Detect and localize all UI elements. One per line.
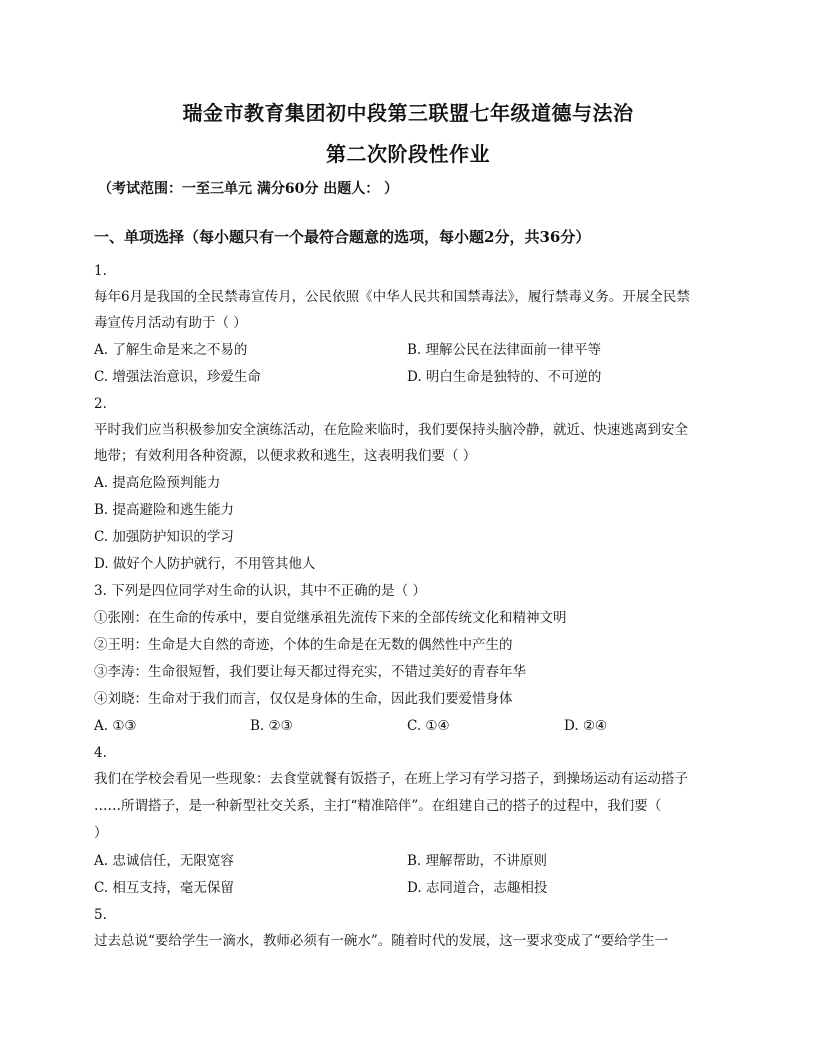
q1-number: 1. xyxy=(94,263,107,279)
q2-option-a: A. 提高危险预判能力 xyxy=(94,475,221,491)
q1-option-d: D. 明白生命是独特的、不可逆的 xyxy=(407,369,602,385)
q3-stem: 3. 下列是四位同学对生命的认识，其中不正确的是（ ） xyxy=(94,583,426,599)
q2-option-c: C. 加强防护知识的学习 xyxy=(94,529,234,545)
q1-option-b: B. 理解公民在法律面前一律平等 xyxy=(407,342,602,358)
q4-stem-line1: 我们在学校会看见一些现象：去食堂就餐有饭搭子，在班上学习有学习搭子，到操场运动有运动搭子 xyxy=(94,771,688,787)
q1-options-row2 xyxy=(94,368,734,386)
q1-stem-line1: 每年6月是我国的全民禁毒宣传月，公民依照《中华人民共和国禁毒法》，履行禁毒义务。开展全民禁 xyxy=(94,289,690,305)
exam-subtitle: 第二次阶段性作业 xyxy=(326,142,490,166)
q3-statement-1: ①张刚：在生命的传承中，要自觉继承祖先流传下来的全部传统文化和精神文明 xyxy=(94,610,567,626)
q3-statement-4: ④刘晓：生命对于我们而言，仅仅是身体的生命，因此我们要爱惜身体 xyxy=(94,691,513,707)
exam-scope: （考试范围：一至三单元 满分60分 出题人： ） xyxy=(98,181,399,197)
q4-number: 4. xyxy=(94,745,107,761)
q4-option-d: D. 志同道合，志趣相投 xyxy=(407,880,548,896)
q1-options-row1 xyxy=(94,341,734,359)
q1-stem-line2: 毒宣传月活动有助于（ ） xyxy=(94,315,247,331)
q3-option-d: D. ②④ xyxy=(564,718,608,734)
q2-option-b: B. 提高避险和逃生能力 xyxy=(94,502,235,518)
q4-stem-line3: ） xyxy=(94,825,108,841)
exam-title: 瑞金市教育集团初中段第三联盟七年级道德与法治 xyxy=(182,101,634,125)
q3-option-b: B. ②③ xyxy=(250,718,293,734)
q5-stem-line1: 过去总说“要给学生一滴水，教师必须有一碗水”。随着时代的发展，这一要求变成了“要给学生一 xyxy=(94,933,669,949)
q3-statement-3: ③李涛：生命很短暂，我们要让每天都过得充实，不错过美好的青春年华 xyxy=(94,664,526,680)
q2-stem-line2: 地带；有效利用各种资源，以便求救和逃生，这表明我们要（ ） xyxy=(94,448,477,464)
q2-number: 2. xyxy=(94,396,107,412)
q4-option-c: C. 相互支持，毫无保留 xyxy=(94,880,234,896)
q2-option-d: D. 做好个人防护就行，不用管其他人 xyxy=(94,556,316,572)
q3-statement-2: ②王明：生命是大自然的奇迹，个体的生命是在无数的偶然性中产生的 xyxy=(94,637,513,653)
q5-number: 5. xyxy=(94,907,107,923)
q4-option-b: B. 理解帮助，不讲原则 xyxy=(407,853,548,869)
q1-option-a: A. 了解生命是来之不易的 xyxy=(94,342,248,358)
q3-option-a: A. ①③ xyxy=(94,718,137,734)
q3-option-c: C. ①④ xyxy=(407,718,450,734)
q4-options-row1 xyxy=(94,852,734,870)
q1-option-c: C. 增强法治意识，珍爱生命 xyxy=(94,369,261,385)
section-heading: 一、单项选择（每小题只有一个最符合题意的选项，每小题2分，共36分） xyxy=(94,228,591,246)
q4-option-a: A. 忠诚信任，无限宽容 xyxy=(94,853,234,869)
q2-stem-line1: 平时我们应当积极参加安全演练活动，在危险来临时，我们要保持头脑冷静，就近、快速逃离到安全 xyxy=(94,422,688,438)
q4-options-row2 xyxy=(94,879,734,897)
q4-stem-line2: ……所谓搭子，是一种新型社交关系，主打“精准陪伴”。在组建自己的搭子的过程中，我们要（ xyxy=(94,798,662,814)
